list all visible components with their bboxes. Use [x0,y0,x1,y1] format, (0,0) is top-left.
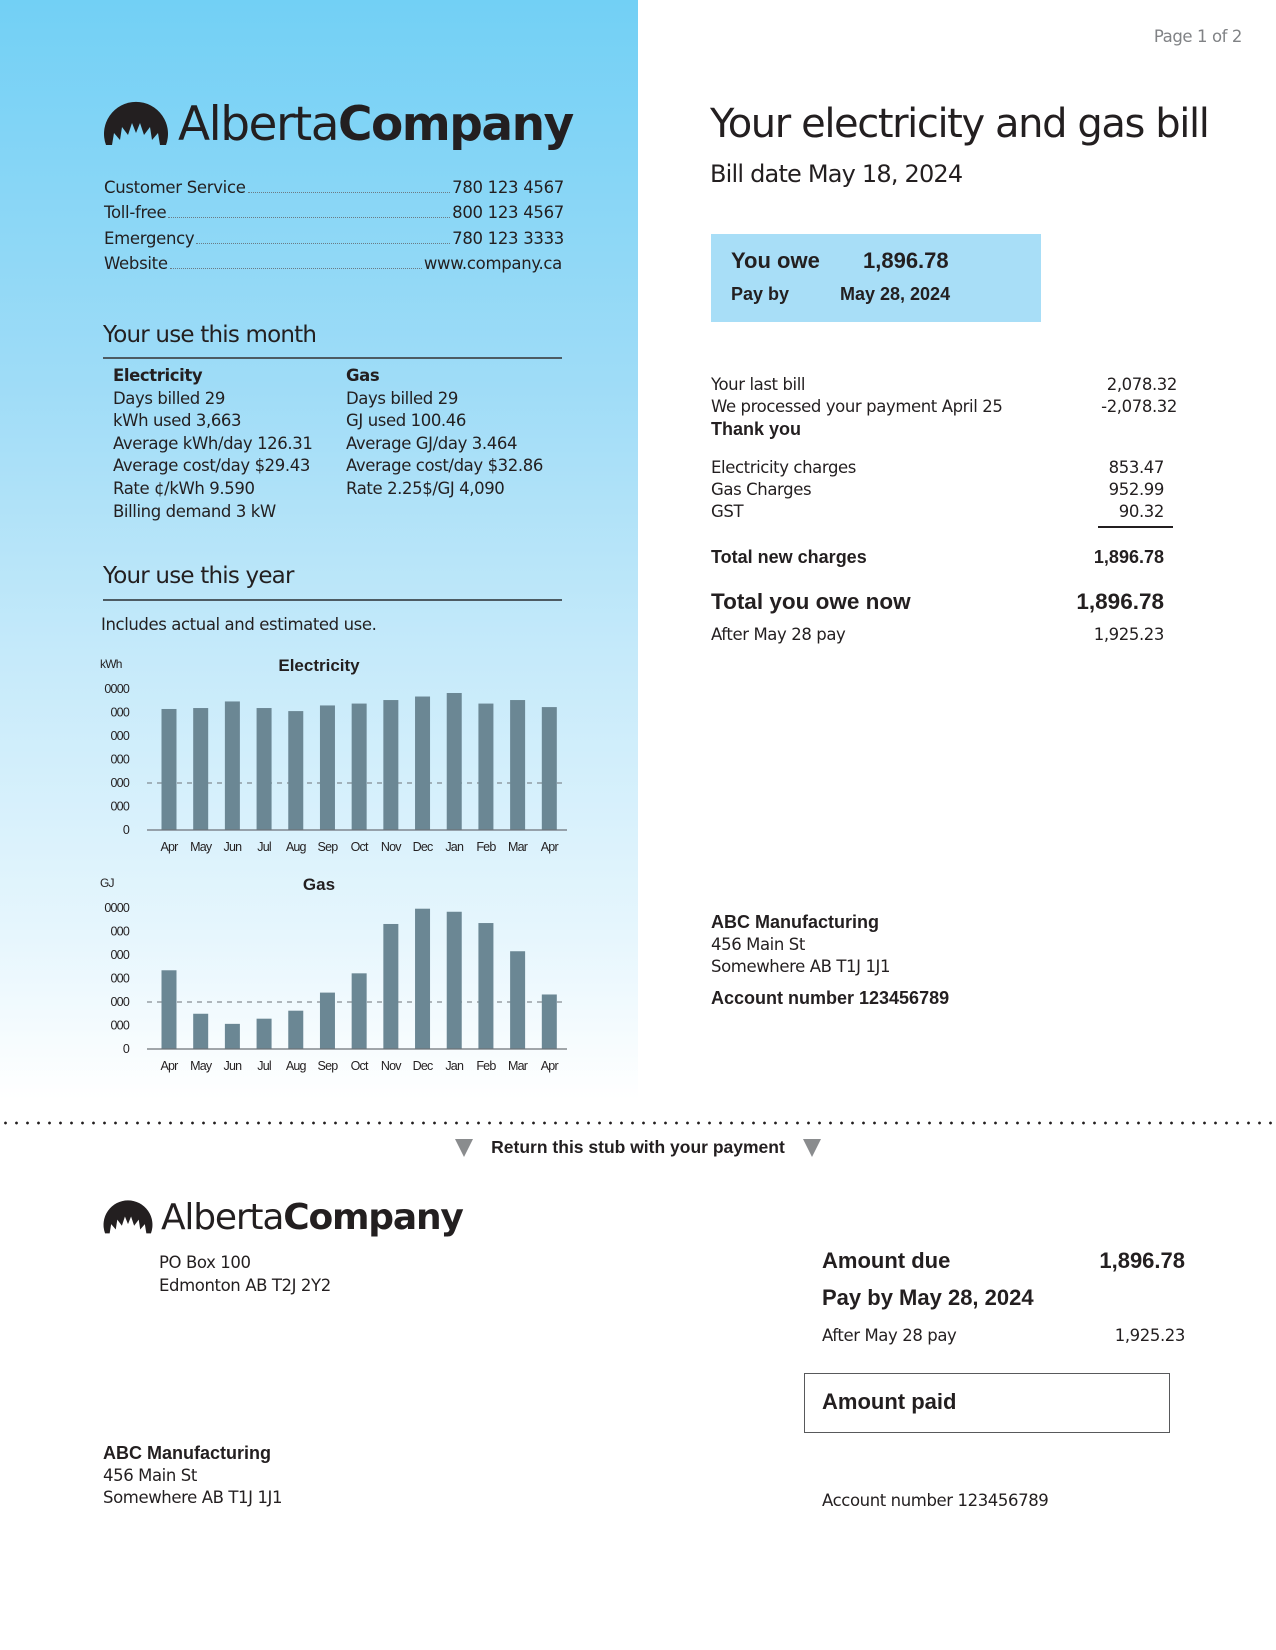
chart-title: Electricity [278,656,360,675]
x-tick-label: Mar [508,1059,528,1073]
stub-after-due-row [822,1326,1185,1345]
gas-use-column [346,365,543,501]
contact-row-toll-free [104,200,564,222]
use-line: Average cost/day $32.86 [346,456,543,476]
x-tick-label: Jul [257,1059,271,1073]
amount-due-value: 1,896.78 [1099,1248,1185,1273]
contact-value: 780 123 3333 [452,229,564,248]
y-tick-label: 000 [110,971,129,986]
total-new-charges-row [711,546,1164,568]
customer-address [711,911,949,1009]
after-due-value: 1,925.23 [1093,625,1164,644]
you-owe-label: You owe [731,248,820,273]
bar-jul [257,708,272,830]
use-this-month-heading: Your use this month [103,322,317,348]
bar-oct [352,973,367,1049]
charge-label: GST [711,502,744,521]
use-this-year-heading: Your use this year [103,563,294,589]
section-divider [103,599,562,601]
charge-value: 90.32 [1118,502,1164,521]
bar-oct [352,704,367,830]
payment-row [711,396,1177,418]
logo-word-alberta: Alberta [178,97,339,152]
charge-row-gst [711,501,1164,523]
bar-feb [478,923,493,1049]
contact-value: 780 123 4567 [452,178,564,197]
bar-jan [447,693,462,830]
thank-you-row [711,418,1177,440]
payment-label: We processed your payment April 25 [711,397,1003,416]
y-tick-label: 0 [122,1042,129,1056]
stub-instruction [0,1137,1276,1158]
y-tick-label: 0000 [104,682,129,696]
use-line: GJ used 100.46 [346,411,466,431]
use-line: kWh used 3,663 [113,411,242,431]
website-link[interactable]: www.company.ca [423,254,562,273]
bar-jul [257,1019,272,1049]
amount-owed-box [711,234,1041,322]
stub-after-due-label: After May 28 pay [822,1326,957,1345]
leader-dots [168,217,450,218]
bar-sep [320,705,335,830]
use-line: Average cost/day $29.43 [113,456,310,476]
bar-apr [162,970,177,1049]
x-tick-label: Aug [285,840,306,854]
usage-note: Includes actual and estimated use. [101,615,377,634]
x-tick-label: Jul [257,840,271,854]
x-tick-label: May [190,840,212,854]
x-tick-label: Apr [160,1059,178,1073]
gas-usage-chart [95,869,575,1079]
stub-customer-address [103,1442,282,1510]
company-mailing-address [159,1252,331,1297]
y-tick-label: 000 [110,924,129,939]
sunrise-logo-icon [102,93,170,149]
contact-row-customer-service [104,175,564,197]
page-indicator: Page 1 of 2 [1153,27,1242,46]
pay-by-label: Pay by [731,284,790,304]
x-tick-label: Apr [540,840,558,854]
charge-value: 853.47 [1108,458,1164,477]
x-tick-label: Jun [223,1059,242,1073]
company-city: Edmonton AB T2J 2Y2 [159,1275,331,1295]
payment-value: -2,078.32 [1101,397,1177,416]
bar-feb [478,704,493,830]
x-tick-label: Sep [317,840,338,854]
total-owe-now-row [711,588,1164,616]
y-tick-label: 000 [110,776,129,790]
company-logo-text [161,1197,463,1238]
after-due-row [711,624,1164,646]
y-axis-unit-label: kWh [100,657,122,671]
customer-city: Somewhere AB T1J 1J1 [711,957,891,976]
leader-dots [248,192,451,193]
company-logo-text [178,97,573,152]
y-axis-unit-label: GJ [100,876,114,890]
bar-dec [415,697,430,830]
x-tick-label: Oct [350,1059,368,1073]
amount-paid-field[interactable] [804,1373,1170,1433]
bill-date: Bill date May 18, 2024 [710,160,963,188]
stub-instruction-text: Return this stub with your payment [491,1137,785,1157]
bar-apr [542,994,557,1049]
x-tick-label: Mar [508,840,528,854]
logo-word-company: Company [338,97,573,152]
bar-mar [510,951,525,1049]
stub-after-due-value: 1,925.23 [1114,1326,1185,1345]
contact-label: Website [104,254,168,273]
tear-off-line [0,1121,1276,1125]
use-line: Average kWh/day 126.31 [113,433,313,453]
charge-value: 952.99 [1108,480,1164,499]
last-bill-value: 2,078.32 [1106,375,1177,394]
x-tick-label: Nov [380,1059,401,1073]
x-tick-label: Sep [317,1059,338,1073]
x-tick-label: Apr [540,1059,558,1073]
logo-word-alberta: Alberta [161,1197,284,1238]
charge-label: Gas Charges [711,480,812,499]
charge-label: Electricity charges [711,458,856,477]
total-owe-now-value: 1,896.78 [1076,589,1164,614]
y-tick-label: 0 [122,823,129,837]
use-line: Days billed 29 [113,388,225,408]
use-line: Billing demand 3 kW [113,501,276,521]
bar-dec [415,909,430,1049]
customer-name: ABC Manufacturing [103,1443,271,1463]
subtotal-rule [1098,526,1173,528]
last-bill-row [711,374,1177,396]
charge-row-gas [711,479,1164,501]
electricity-use-title: Electricity [113,366,203,385]
x-tick-label: May [190,1059,212,1073]
total-new-charges-value: 1,896.78 [1093,547,1164,567]
gas-use-title: Gas [346,366,380,385]
amount-paid-label: Amount paid [822,1389,957,1414]
you-owe-value: 1,896.78 [863,248,949,273]
po-box: PO Box 100 [159,1253,251,1272]
bill-title: Your electricity and gas bill [710,101,1209,147]
last-bill-label: Your last bill [711,375,806,394]
leader-dots [196,243,450,244]
section-divider [103,357,562,359]
x-tick-label: Aug [285,1059,306,1073]
charge-row-electricity [711,457,1164,479]
y-tick-label: 000 [110,705,129,720]
x-tick-label: Dec [412,840,433,854]
customer-street: 456 Main St [103,1465,197,1485]
use-line: Days billed 29 [346,388,458,408]
leader-dots [170,268,422,269]
y-tick-label: 000 [110,1018,129,1033]
total-new-charges-label: Total new charges [711,547,867,567]
contact-value: 800 123 4567 [452,203,564,222]
y-tick-label: 000 [110,752,129,767]
contact-row-website [104,251,562,273]
bar-aug [288,711,303,830]
x-tick-label: Jun [223,840,242,854]
bar-nov [383,924,398,1049]
use-line: Average GJ/day 3.464 [346,433,518,453]
y-tick-label: 000 [110,995,129,1009]
bar-apr [542,707,557,830]
pay-by-date: May 28, 2024 [840,284,951,304]
bar-jun [225,701,240,830]
contact-row-emergency [104,226,564,248]
bar-jun [225,1024,240,1049]
contact-label: Customer Service [104,178,246,197]
bar-sep [320,993,335,1049]
bar-may [193,708,208,830]
use-line: Rate ¢/kWh 9.590 [113,478,255,498]
bar-nov [383,700,398,830]
sunrise-logo-icon [102,1193,154,1237]
chart-title: Gas [302,875,336,894]
x-tick-label: Oct [350,840,368,854]
stub-pay-by: Pay by May 28, 2024 [822,1285,1034,1310]
customer-name: ABC Manufacturing [711,912,879,932]
contact-label: Toll-free [104,203,167,222]
x-tick-label: Feb [476,840,496,854]
total-owe-now-label: Total you owe now [711,589,911,614]
x-tick-label: Dec [412,1059,433,1073]
account-number: Account number 123456789 [711,987,950,1008]
y-tick-label: 0000 [104,901,129,915]
y-tick-label: 000 [110,729,129,743]
bar-aug [288,1011,303,1049]
after-due-label: After May 28 pay [711,625,846,644]
electricity-usage-chart [95,650,575,860]
amount-due-label: Amount due [822,1248,951,1273]
y-tick-label: 000 [110,799,129,814]
amount-due-row [822,1248,1185,1274]
down-triangle-icon [455,1139,473,1157]
electricity-use-column [113,365,312,523]
logo-word-company: Company [283,1197,463,1238]
bar-mar [510,700,525,830]
bar-jan [447,912,462,1049]
bar-apr [162,709,177,830]
y-tick-label: 000 [110,948,129,962]
contact-label: Emergency [104,229,195,248]
use-line: Rate 2.25$/GJ 4,090 [346,478,505,498]
x-tick-label: Apr [160,840,178,854]
bar-may [193,1014,208,1049]
customer-street: 456 Main St [711,934,805,954]
x-tick-label: Jan [445,1059,464,1073]
x-tick-label: Nov [380,840,401,854]
x-tick-label: Feb [476,1059,496,1073]
thank-you-text: Thank you [711,419,802,439]
stub-account-number: Account number 123456789 [822,1491,1049,1510]
customer-city: Somewhere AB T1J 1J1 [103,1488,283,1507]
x-tick-label: Jan [445,840,464,854]
down-triangle-icon [803,1139,821,1157]
